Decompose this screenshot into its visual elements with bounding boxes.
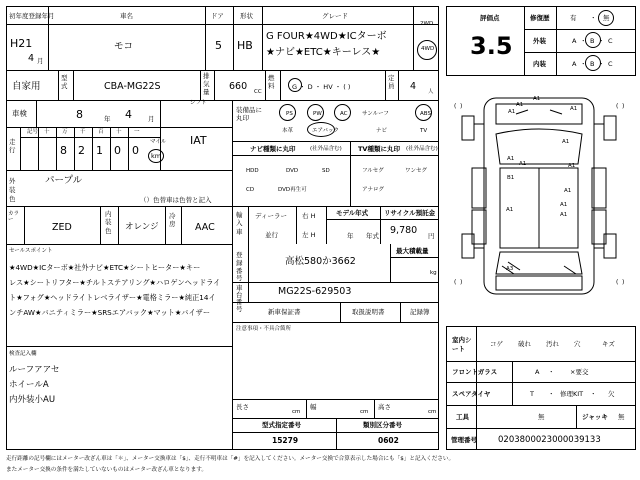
- equipment-item-1: PS: [286, 111, 293, 117]
- ext-grade-sep1: ・: [580, 37, 587, 45]
- person-unit: 人: [428, 89, 434, 95]
- abs-circle: [415, 104, 432, 121]
- warranty-new-car: 新車保証書: [268, 308, 301, 316]
- mileage-label: 走行: [9, 138, 16, 155]
- airbag-circle: [307, 122, 335, 137]
- front-glass-replace: ×要交: [570, 368, 589, 376]
- damage-mark: A1: [506, 207, 514, 213]
- inspection-month: 4: [125, 108, 132, 121]
- width-label: 幅: [310, 403, 317, 411]
- damage-mark: A3: [506, 266, 514, 272]
- equipment-item-2: PW: [313, 111, 322, 117]
- mileage-digit: 2: [78, 144, 85, 157]
- equipment-item2-2: エアバック: [312, 128, 340, 134]
- ext-grade-C: C: [608, 37, 613, 45]
- load-label: 最大積載量: [396, 247, 429, 255]
- unit-km: km: [151, 152, 162, 160]
- ps-circle: [279, 104, 296, 121]
- footer-line1: 走行距離の記号欄にはメーター改ざん車は「＊」、メーター交換車は「$」、走行不明車は「#」を記入してください。メーター交換で合算表示した場合にも「$」と記入ください。: [6, 456, 455, 462]
- nav-sub: (社外品含む): [310, 146, 342, 152]
- car-name: モコ: [114, 41, 134, 52]
- mileage-unit: 十: [116, 129, 122, 135]
- interior-sheet-label: 室内シート: [452, 336, 472, 354]
- equipment-item2-4: TV: [420, 128, 428, 134]
- damage-mark: A1: [507, 156, 515, 162]
- ac-circle: [334, 104, 351, 121]
- import-label: 輸入車: [236, 211, 243, 236]
- svg-text:(: (: [616, 103, 619, 110]
- svg-text:): ): [460, 279, 463, 286]
- sheet-item-3: 汚れ: [546, 340, 559, 348]
- pw-circle: [307, 104, 324, 121]
- height-cm: cm: [428, 409, 437, 415]
- damage-mark: A1: [562, 139, 570, 145]
- mileage-unit: 万: [62, 129, 68, 135]
- ext-grade-A: A: [572, 37, 577, 45]
- score: 3.5: [470, 32, 513, 60]
- selling-point-line: ★4WD★ICターボ★社外ナビ★ETC★シートヒーター★キー: [9, 263, 201, 272]
- height-label: 高さ: [378, 403, 391, 411]
- class-no: 0602: [378, 436, 399, 445]
- tools-label: 工具: [456, 413, 469, 421]
- color-no-label: カラー: [8, 211, 20, 223]
- mileage-digit: 0: [132, 144, 139, 157]
- equipment-item2-3: ナビ: [376, 128, 388, 134]
- registration-number: 高松580か3662: [285, 256, 356, 267]
- mileage-unit: 一: [134, 129, 140, 135]
- inspection-year: 8: [76, 108, 83, 121]
- length-cm: cm: [292, 409, 301, 415]
- int-grade-A: A: [572, 60, 577, 68]
- import-dealer: ディーラー: [255, 212, 287, 220]
- svg-text:(: (: [616, 279, 619, 286]
- svg-text:(: (: [454, 279, 457, 286]
- tv-sub: (社外品含む): [406, 146, 438, 152]
- reg-era: H21: [10, 37, 33, 50]
- class-no-label: 類別区分番号: [363, 421, 402, 429]
- nav-label: ナビ種類に丸印: [250, 145, 296, 153]
- int-grade-sep1: ・: [580, 60, 587, 68]
- nav-item-1: HDD: [246, 168, 259, 174]
- repair-dot: ・: [590, 14, 597, 22]
- spare-dot1: ・: [548, 390, 555, 398]
- equipment-item-5: ABS: [420, 111, 431, 117]
- recycle: 9,780: [390, 225, 418, 236]
- ac-label: 冷房: [169, 212, 176, 229]
- chassis-label: 車台番号: [236, 284, 243, 314]
- selling-points-label: セールスポイント: [9, 248, 53, 254]
- front-glass-a: A: [535, 368, 540, 376]
- damage-mark: A1: [533, 96, 541, 102]
- repair-yes: 有: [570, 14, 577, 22]
- capacity-label: 定員: [388, 74, 395, 91]
- tv-item-1: フルセグ: [362, 168, 384, 174]
- ext-grade-B: B: [590, 37, 595, 45]
- sheet-item-2: 破れ: [518, 340, 531, 348]
- inspector-label: 検査記入欄: [9, 351, 37, 357]
- management-label: 管理番号: [451, 436, 477, 444]
- grade-line2: ★ナビ★ETC★キーレス★: [266, 47, 381, 58]
- ext-grade-sep2: ・: [598, 37, 605, 45]
- doors: 5: [215, 39, 222, 52]
- model-year-unit: 年: [347, 232, 354, 240]
- import-right: 右 H: [302, 212, 316, 220]
- model-code: CBA-MG22S: [104, 81, 161, 92]
- shift: IAT: [190, 134, 207, 147]
- sheet-item-5: キズ: [602, 340, 615, 348]
- int-grade-C: C: [608, 60, 613, 68]
- tools-none: 無: [538, 413, 545, 421]
- exterior-color: パープル: [45, 175, 83, 186]
- jack-none: 無: [618, 413, 625, 421]
- reg-month-unit: 月: [37, 57, 44, 65]
- inspection-month-unit: 月: [148, 115, 155, 123]
- twowd-label: 2WD: [420, 21, 434, 27]
- ac: AAC: [195, 222, 215, 233]
- unit-mile: マイル: [150, 139, 167, 145]
- interior-color-label: 内装色: [105, 210, 112, 235]
- mileage-unit: 千: [80, 129, 86, 135]
- spare-label: スペアタイヤ: [452, 390, 491, 398]
- fuel-g-circle: [288, 78, 302, 92]
- damage-mark: A1: [508, 109, 516, 115]
- damage-mark: A1: [564, 188, 572, 194]
- type-no: 15279: [272, 436, 299, 445]
- repair-no: 無: [603, 14, 610, 22]
- sheet-item-1: コゲ: [490, 340, 503, 348]
- model-year-suffix: 年式: [366, 232, 379, 240]
- damage-mark: A1: [570, 106, 578, 112]
- fuel-label: 燃料: [268, 74, 275, 91]
- shape: HB: [237, 39, 253, 52]
- jack-label: ジャッキ: [582, 413, 608, 421]
- sheet-item-4: 穴: [574, 340, 581, 348]
- inspector-line: 内外装小AU: [9, 395, 56, 405]
- color-no: ZED: [52, 222, 72, 233]
- displacement-label: 排気量: [203, 72, 210, 96]
- front-glass-dot: ・: [548, 368, 555, 376]
- selling-point-line: ト★フォグ★ヘッドライトレベライザー★電格ミラー★純正14イ: [9, 293, 216, 302]
- mileage-digit: 0: [114, 144, 121, 157]
- front-glass-label: フロントガラス: [452, 368, 498, 376]
- nav-item-2: DVD: [286, 168, 299, 174]
- int-grade-sep2: ・: [598, 60, 605, 68]
- inspection-year-unit: 年: [104, 115, 111, 123]
- shape-label: 形状: [240, 12, 253, 20]
- spare-dot2: ・: [590, 390, 597, 398]
- chassis: MG22S-629503: [278, 286, 352, 297]
- shift-label: シフト: [190, 100, 207, 106]
- damage-mark: A1: [568, 163, 576, 169]
- interior-grade-label: 内装: [533, 60, 546, 68]
- fuel-options: G ・ D ・ HV ・ ( ): [292, 83, 351, 91]
- cc-unit: CC: [254, 89, 262, 95]
- warranty-records: 記録簿: [410, 308, 430, 316]
- interior-color: オレンジ: [125, 222, 159, 232]
- mileage-digit: 8: [60, 144, 67, 157]
- car-outline-diagram: [446, 84, 636, 320]
- damage-mark: A1: [560, 212, 568, 218]
- damage-mark: A1: [560, 202, 568, 208]
- digits-label: 記号: [27, 129, 39, 135]
- import-left: 左 H: [302, 231, 316, 239]
- selling-point-line: ンチAW★バニティミラー★SRSエアバック★マット★バイザー: [9, 308, 211, 317]
- inspector-line: ルーフアアセ: [9, 365, 60, 375]
- warranty-manual: 取扱説明書: [352, 308, 385, 316]
- length-label: 長さ: [236, 403, 249, 411]
- management-number: 0203800023000039133: [498, 435, 601, 445]
- nav-item-4: CD: [246, 187, 255, 193]
- type-no-label: 型式指定番号: [262, 421, 301, 429]
- damage-mark: B1: [507, 175, 515, 181]
- equipment-item2-1: 本革: [282, 128, 294, 134]
- damage-mark: A1: [519, 161, 527, 167]
- int-grade-B: B: [590, 60, 595, 68]
- use-label: 自家用: [12, 81, 41, 92]
- tv-label: TV種類に丸印: [358, 145, 400, 153]
- svg-text:): ): [460, 103, 463, 110]
- reg-label: 初年度登録年月: [9, 12, 55, 20]
- fourwd-label: 4WD: [421, 46, 435, 52]
- mileage-unit: 十: [44, 129, 50, 135]
- exterior-grade-label: 外装: [533, 37, 546, 45]
- registration-label: 登録番号: [236, 251, 243, 283]
- tv-item-3: アナログ: [362, 187, 385, 193]
- grade-label: グレード: [322, 12, 348, 20]
- displacement: 660: [229, 81, 248, 92]
- import-parallel: 並行: [265, 231, 278, 239]
- grade-line1: G FOUR★4WD★ICターボ: [266, 31, 387, 42]
- svg-text:(: (: [454, 103, 457, 110]
- equipment-item-4: サンルーフ: [362, 111, 389, 117]
- equipment-item-3: AC: [340, 111, 348, 117]
- svg-text:): ): [622, 279, 625, 286]
- inspector-line: ホイールA: [9, 380, 49, 390]
- footer-line2: またメーター交換の条件を満たしていないものはメーター改ざん車となります。: [6, 467, 207, 473]
- notes-label: 注意事項・不具合箇所: [236, 326, 292, 332]
- repair-label: 修復歴: [530, 14, 550, 22]
- recycle-label: リサイクル預託金: [384, 209, 436, 217]
- spare-kit: 修理KIT: [560, 390, 584, 398]
- exterior-note: （）色替車は色替と記入: [140, 196, 212, 204]
- spare-none: 欠: [608, 390, 615, 398]
- nav-item-5: DVD再生可: [278, 187, 307, 193]
- model-year-label: モデル年式: [336, 209, 369, 217]
- exterior-label: 外装色: [9, 177, 16, 204]
- nav-item-3: SD: [322, 168, 330, 174]
- svg-text:): ): [622, 103, 625, 110]
- type-label: 型式: [61, 74, 68, 91]
- score-label: 評価点: [480, 14, 500, 22]
- inspection-label: 車検: [12, 109, 27, 118]
- selling-point-line: レス★シートリフター★チルトステアリング★ハロゲンヘッドライ: [9, 278, 221, 287]
- spare-t: T: [530, 390, 534, 398]
- recycle-yen: 円: [428, 232, 435, 240]
- width-cm: cm: [360, 409, 369, 415]
- tv-item-2: ワンセグ: [405, 168, 428, 174]
- car-name-label: 車名: [120, 12, 133, 20]
- mileage-unit: 百: [98, 129, 104, 135]
- doors-label: ドア: [211, 12, 224, 20]
- mileage-digit: 1: [96, 144, 103, 157]
- load-kg: kg: [430, 270, 437, 276]
- damage-mark: A1: [516, 102, 524, 108]
- capacity: 4: [410, 81, 417, 92]
- equipment-label: 装備品に丸印: [236, 106, 262, 123]
- damage-diagram: [446, 84, 636, 320]
- reg-month: 4: [28, 53, 35, 64]
